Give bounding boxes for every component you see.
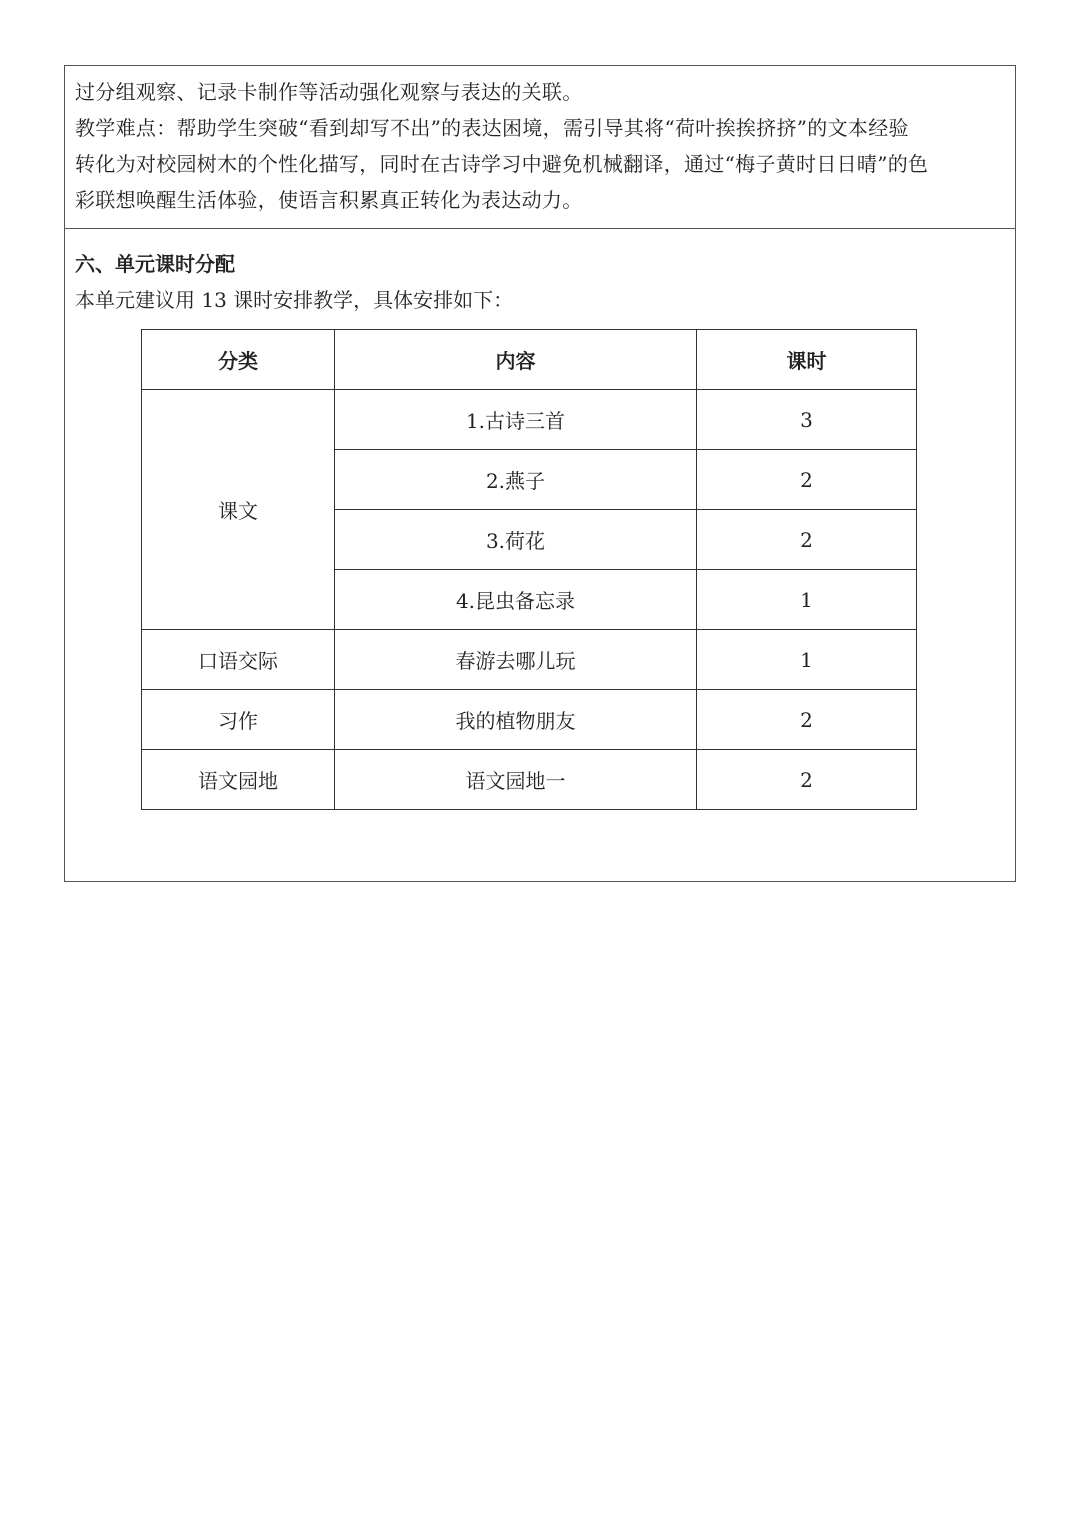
header-hours: 课时: [697, 330, 917, 390]
content-cell: 2.燕子: [335, 450, 697, 510]
content-cell: 我的植物朋友: [335, 690, 697, 750]
lesson-allocation-section: [65, 229, 1015, 881]
category-cell: 课文: [142, 390, 335, 630]
category-cell: 口语交际: [142, 630, 335, 690]
category-cell: 语文园地: [142, 750, 335, 810]
category-cell: 习作: [142, 690, 335, 750]
content-cell: 春游去哪儿玩: [335, 630, 697, 690]
teaching-difficulty-section: [65, 66, 1015, 229]
content-cell: 1.古诗三首: [335, 390, 697, 450]
hours-cell: 2: [697, 750, 917, 810]
paragraph-line: 转化为对校园树木的个性化描写，同时在古诗学习中避免机械翻译，通过“梅子黄时日日晴”的色: [75, 152, 929, 176]
hours-cell: 1: [697, 630, 917, 690]
header-content: 内容: [335, 330, 697, 390]
hours-cell: 2: [697, 510, 917, 570]
paragraph-line: 过分组观察、记录卡制作等活动强化观察与表达的关联。: [75, 80, 583, 104]
hours-cell: 3: [697, 390, 917, 450]
hours-cell: 2: [697, 450, 917, 510]
content-cell: 语文园地一: [335, 750, 697, 810]
table-row: [142, 630, 917, 690]
table-row: [142, 690, 917, 750]
paragraph-line: 彩联想唤醒生活体验，使语言积累真正转化为表达动力。: [75, 188, 583, 212]
paragraph-line: 教学难点：帮助学生突破“看到却写不出”的表达困境，需引导其将“荷叶挨挨挤挤”的文本经验: [75, 116, 909, 140]
lesson-allocation-table: [141, 329, 917, 810]
section-intro: 本单元建议用 13 课时安排教学，具体安排如下：: [75, 288, 514, 312]
header-category: 分类: [142, 330, 335, 390]
content-cell: 4.昆虫备忘录: [335, 570, 697, 630]
table-row: [142, 750, 917, 810]
document-frame: [64, 65, 1016, 882]
hours-cell: 2: [697, 690, 917, 750]
table-row: [142, 390, 917, 450]
content-cell: 3.荷花: [335, 510, 697, 570]
hours-cell: 1: [697, 570, 917, 630]
table-header-row: [142, 330, 917, 390]
section-heading: 六、单元课时分配: [75, 252, 235, 276]
